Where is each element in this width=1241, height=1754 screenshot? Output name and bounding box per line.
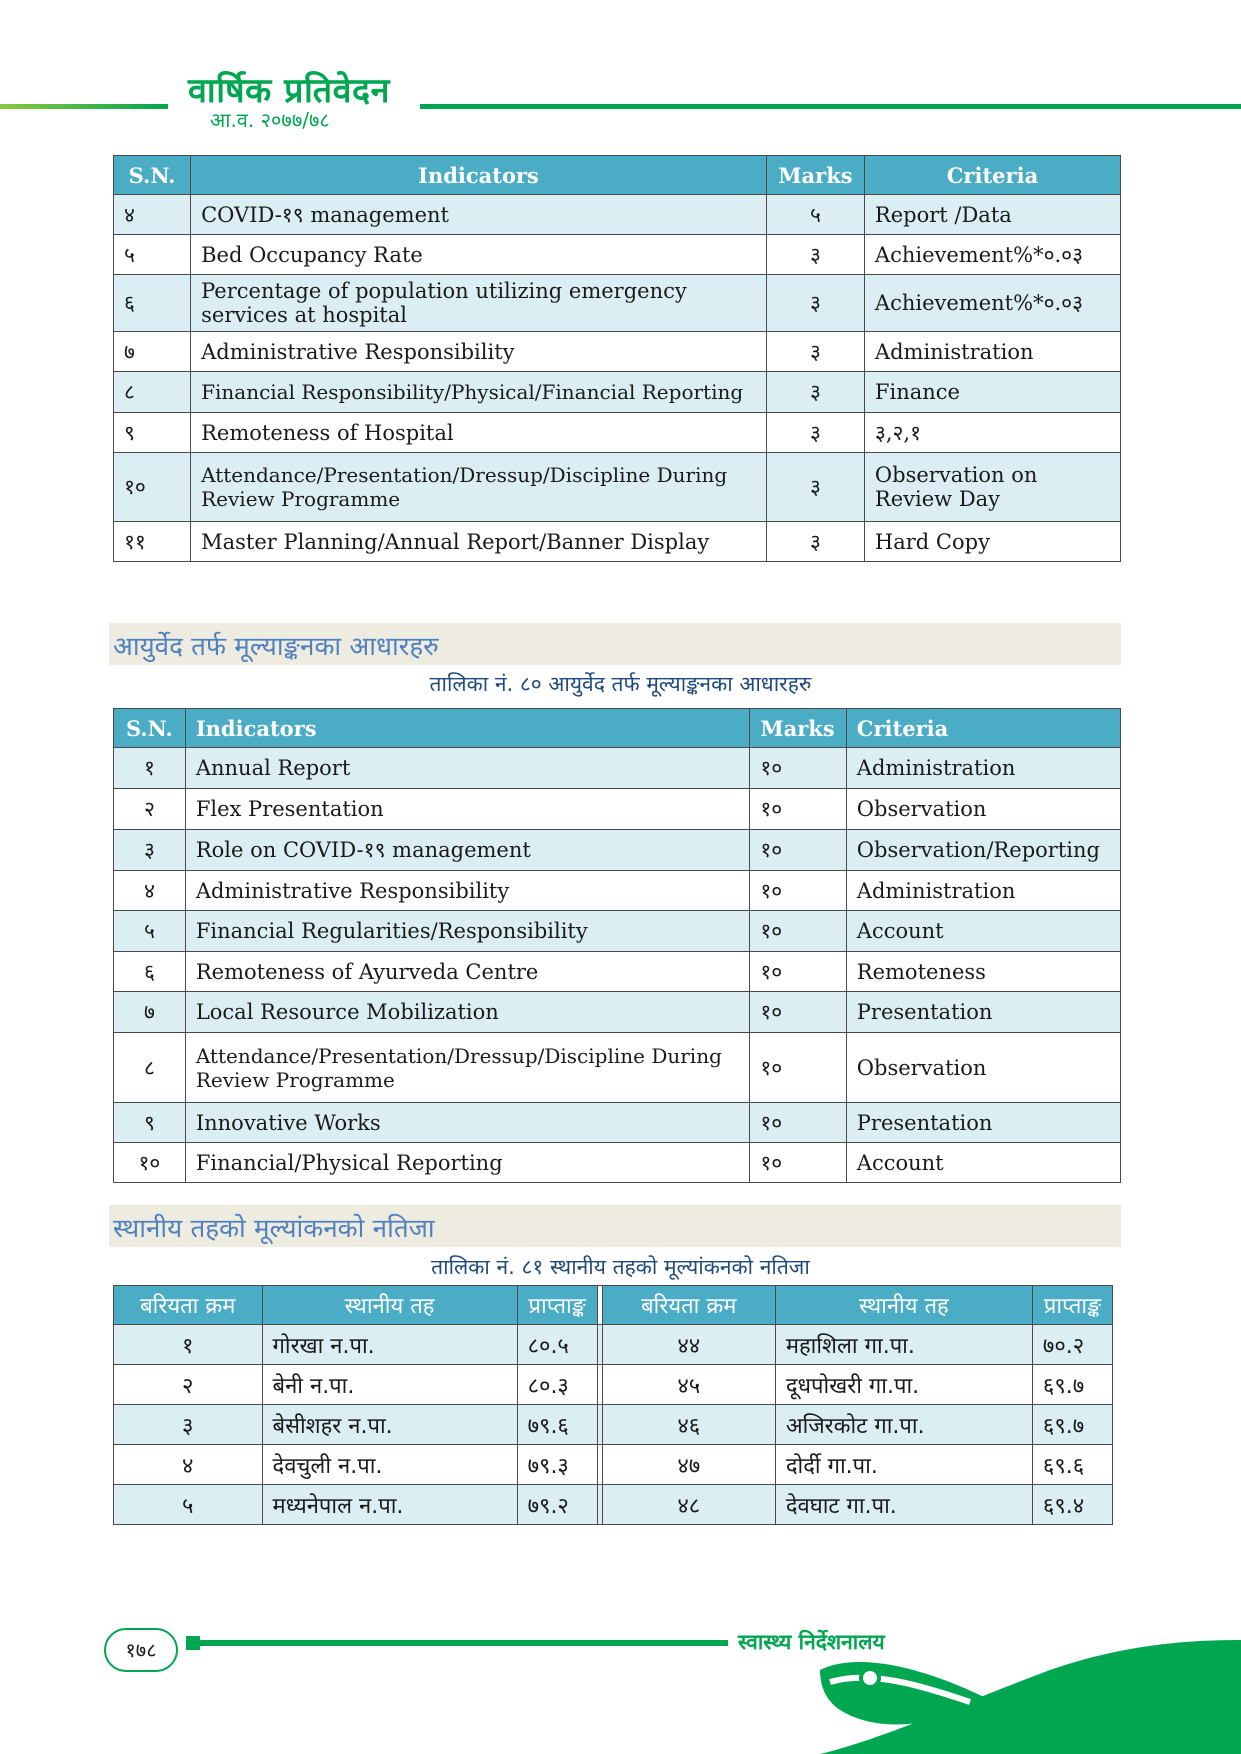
- indicator-cell: Percentage of population utilizing emergency services at hospital: [191, 275, 767, 332]
- table-row: [114, 413, 1121, 453]
- sn-cell: ७: [114, 332, 191, 372]
- indicator-cell: Administrative Responsibility: [185, 871, 750, 911]
- table-row: [114, 1103, 1121, 1143]
- score-cell: ८०.५: [517, 1325, 597, 1365]
- rank-cell: १: [114, 1325, 263, 1365]
- col-header-marks: Marks: [750, 709, 846, 748]
- health-directorate-logo-icon: [820, 1640, 1241, 1754]
- table-row: [114, 952, 1121, 992]
- score-cell: ८०.३: [517, 1365, 597, 1405]
- indicator-cell: Financial Responsibility/Physical/Financial Reporting: [191, 372, 767, 413]
- table-row: [114, 372, 1121, 413]
- sn-cell: ६: [114, 275, 191, 332]
- table-caption-81: तालिका नं. ८१ स्थानीय तहको मूल्यांकनको नतिजा: [431, 1255, 810, 1279]
- table-header-row: [114, 156, 1121, 195]
- indicator-cell: Master Planning/Annual Report/Banner Display: [191, 522, 767, 562]
- fiscal-year: आ.व. २०७७/७८: [210, 108, 330, 132]
- table-row: [114, 275, 1121, 332]
- col-header-score: प्राप्ताङ्क: [1032, 1286, 1112, 1325]
- local-level-cell: दूधपोखरी गा.पा.: [775, 1365, 1032, 1405]
- sn-cell: ८: [114, 1033, 186, 1103]
- score-cell: ६९.७: [1032, 1365, 1112, 1405]
- criteria-cell: ३,२,१: [864, 413, 1120, 453]
- table-row: [114, 235, 1121, 275]
- local-level-cell: महाशिला गा.पा.: [775, 1325, 1032, 1365]
- score-cell: ६९.६: [1032, 1445, 1112, 1485]
- marks-cell: ३: [766, 332, 864, 372]
- indicator-cell: Innovative Works: [185, 1103, 750, 1143]
- col-header-score: प्राप्ताङ्क: [517, 1286, 597, 1325]
- col-header-criteria: Criteria: [864, 156, 1120, 195]
- score-cell: ७९.६: [517, 1405, 597, 1445]
- marks-cell: ५: [766, 195, 864, 235]
- sn-cell: ४: [114, 195, 191, 235]
- rank-cell: ३: [114, 1405, 263, 1445]
- table-row: [114, 1033, 1121, 1103]
- table-row: [114, 992, 1121, 1033]
- col-header-sn: S.N.: [114, 156, 191, 195]
- sn-cell: २: [114, 789, 186, 830]
- marks-cell: ३: [766, 413, 864, 453]
- criteria-cell: Observation/Reporting: [846, 830, 1120, 871]
- rank-cell: ४५: [602, 1365, 775, 1405]
- local-level-results-table: [113, 1285, 1113, 1525]
- table-row: [114, 195, 1121, 235]
- indicator-cell: Financial/Physical Reporting: [185, 1143, 750, 1183]
- indicator-cell: Local Resource Mobilization: [185, 992, 750, 1033]
- criteria-cell: Finance: [864, 372, 1120, 413]
- criteria-cell: Account: [846, 911, 1120, 952]
- table-header-row: [114, 709, 1121, 748]
- sn-cell: ९: [114, 413, 191, 453]
- rank-cell: ४८: [602, 1485, 775, 1525]
- criteria-cell: Observation: [846, 1033, 1120, 1103]
- marks-cell: ३: [766, 275, 864, 332]
- sn-cell: ५: [114, 911, 186, 952]
- criteria-cell: Observation: [846, 789, 1120, 830]
- sn-cell: १०: [114, 453, 191, 522]
- indicator-cell: Financial Regularities/Responsibility: [185, 911, 750, 952]
- col-header-marks: Marks: [766, 156, 864, 195]
- col-header-local-level: स्थानीय तह: [262, 1286, 517, 1325]
- indicator-cell: Flex Presentation: [185, 789, 750, 830]
- indicator-cell: Administrative Responsibility: [191, 332, 767, 372]
- rank-cell: ५: [114, 1485, 263, 1525]
- criteria-cell: Presentation: [846, 992, 1120, 1033]
- table-row: [114, 871, 1121, 911]
- indicator-cell: Remoteness of Ayurveda Centre: [185, 952, 750, 992]
- marks-cell: १०: [750, 1143, 846, 1183]
- table-caption-80: तालिका नं. ८० आयुर्वेद तर्फ मूल्याङ्कनका आधारहरु: [429, 672, 812, 696]
- table-row: [114, 1143, 1121, 1183]
- header-rule-right: [420, 104, 1241, 109]
- marks-cell: १०: [750, 871, 846, 911]
- col-header-sn: S.N.: [114, 709, 186, 748]
- table-row: [114, 522, 1121, 562]
- col-header-criteria: Criteria: [846, 709, 1120, 748]
- marks-cell: १०: [750, 830, 846, 871]
- indicator-cell: Attendance/Presentation/Dressup/Discipline During Review Programme: [185, 1033, 750, 1103]
- local-level-cell: दोर्दी गा.पा.: [775, 1445, 1032, 1485]
- score-cell: ७९.२: [517, 1485, 597, 1525]
- local-level-cell: बेसीशहर न.पा.: [262, 1405, 517, 1445]
- marks-cell: १०: [750, 952, 846, 992]
- table-row: [114, 1325, 1113, 1365]
- criteria-cell: Account: [846, 1143, 1120, 1183]
- local-level-cell: मध्यनेपाल न.पा.: [262, 1485, 517, 1525]
- marks-cell: १०: [750, 911, 846, 952]
- indicator-cell: Attendance/Presentation/Dressup/Discipline During Review Programme: [191, 453, 767, 522]
- marks-cell: १०: [750, 789, 846, 830]
- criteria-cell: Administration: [846, 871, 1120, 911]
- local-level-cell: बेनी न.पा.: [262, 1365, 517, 1405]
- table-row: [114, 332, 1121, 372]
- footer-square: [186, 1636, 200, 1650]
- local-level-cell: देवचुली न.पा.: [262, 1445, 517, 1485]
- table-row: [114, 911, 1121, 952]
- table-row: [114, 1485, 1113, 1525]
- col-header-indicators: Indicators: [185, 709, 750, 748]
- rank-cell: ४४: [602, 1325, 775, 1365]
- sn-cell: ७: [114, 992, 186, 1033]
- criteria-cell: Hard Copy: [864, 522, 1120, 562]
- criteria-cell: Administration: [846, 748, 1120, 789]
- sn-cell: ८: [114, 372, 191, 413]
- table-row: [114, 830, 1121, 871]
- page-number: १७८: [104, 1628, 178, 1672]
- criteria-cell: Observation on Review Day: [864, 453, 1120, 522]
- sn-cell: ३: [114, 830, 186, 871]
- table-row: [114, 453, 1121, 522]
- criteria-cell: Administration: [864, 332, 1120, 372]
- indicator-cell: Role on COVID-१९ management: [185, 830, 750, 871]
- sn-cell: ४: [114, 871, 186, 911]
- sn-cell: ९: [114, 1103, 186, 1143]
- score-cell: ६९.७: [1032, 1405, 1112, 1445]
- organization-name: स्वास्थ्य निर्देशनालय: [738, 1630, 885, 1654]
- marks-cell: १०: [750, 1033, 846, 1103]
- score-cell: ७९.३: [517, 1445, 597, 1485]
- marks-cell: १०: [750, 748, 846, 789]
- ayurveda-indicators-table: [113, 708, 1121, 1183]
- criteria-cell: Achievement%*०.०३: [864, 275, 1120, 332]
- footer-rule: [200, 1640, 728, 1646]
- criteria-cell: Remoteness: [846, 952, 1120, 992]
- table-row: [114, 1445, 1113, 1485]
- col-header-local-level: स्थानीय तह: [775, 1286, 1032, 1325]
- section-title-local-level: स्थानीय तहको मूल्यांकनको नतिजा: [113, 1214, 435, 1244]
- score-cell: ६९.४: [1032, 1485, 1112, 1525]
- sn-cell: ५: [114, 235, 191, 275]
- rank-cell: २: [114, 1365, 263, 1405]
- marks-cell: १०: [750, 1103, 846, 1143]
- col-header-indicators: Indicators: [191, 156, 767, 195]
- criteria-cell: Achievement%*०.०३: [864, 235, 1120, 275]
- local-level-cell: गोरखा न.पा.: [262, 1325, 517, 1365]
- indicator-cell: COVID-१९ management: [191, 195, 767, 235]
- hospital-indicators-table: [113, 155, 1121, 562]
- sn-cell: १: [114, 748, 186, 789]
- indicator-cell: Remoteness of Hospital: [191, 413, 767, 453]
- rank-cell: ४७: [602, 1445, 775, 1485]
- local-level-cell: देवघाट गा.पा.: [775, 1485, 1032, 1525]
- local-level-cell: अजिरकोट गा.पा.: [775, 1405, 1032, 1445]
- score-cell: ७०.२: [1032, 1325, 1112, 1365]
- report-title: वार्षिक प्रतिवेदन: [188, 71, 390, 111]
- rank-cell: ४: [114, 1445, 263, 1485]
- marks-cell: ३: [766, 522, 864, 562]
- criteria-cell: Presentation: [846, 1103, 1120, 1143]
- marks-cell: ३: [766, 453, 864, 522]
- table-header-row: [114, 1286, 1113, 1325]
- marks-cell: १०: [750, 992, 846, 1033]
- table-row: [114, 789, 1121, 830]
- sn-cell: ११: [114, 522, 191, 562]
- marks-cell: ३: [766, 235, 864, 275]
- col-header-rank: बरियता क्रम: [602, 1286, 775, 1325]
- table-row: [114, 748, 1121, 789]
- indicator-cell: Annual Report: [185, 748, 750, 789]
- col-header-rank: बरियता क्रम: [114, 1286, 263, 1325]
- criteria-cell: Report /Data: [864, 195, 1120, 235]
- marks-cell: ३: [766, 372, 864, 413]
- indicator-cell: Bed Occupancy Rate: [191, 235, 767, 275]
- sn-cell: ६: [114, 952, 186, 992]
- table-row: [114, 1405, 1113, 1445]
- header-rule-left: [0, 104, 168, 109]
- section-title-ayurveda: आयुर्वेद तर्फ मूल्याङ्कनका आधारहरु: [113, 632, 439, 662]
- table-row: [114, 1365, 1113, 1405]
- rank-cell: ४६: [602, 1405, 775, 1445]
- sn-cell: १०: [114, 1143, 186, 1183]
